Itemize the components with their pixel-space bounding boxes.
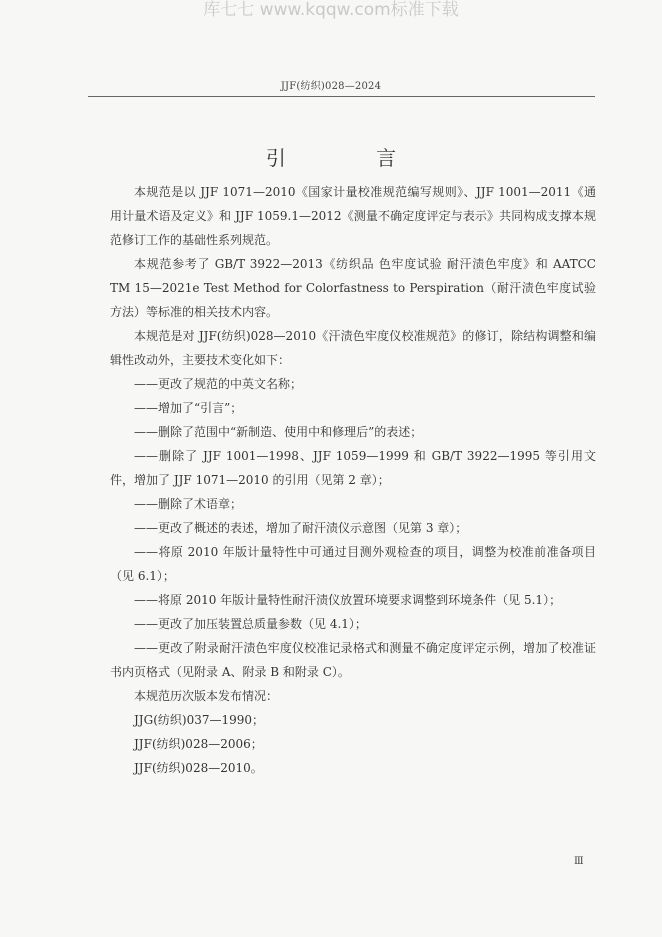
change-item: ——更改了规范的中英文名称； — [134, 377, 303, 391]
header-divider — [88, 96, 595, 97]
version-item: JJG(纺织)037—1990； — [134, 713, 265, 727]
page-title: 引 言 — [265, 146, 439, 170]
version-item: JJF(纺织)028—2010。 — [134, 761, 263, 775]
change-item: ——删除了 JJF 1001—1998、JJF 1059—1999 和 GB/T 3922—1995 等引用文件，增加了 JJF 1071—2010 的引用（见第 2 章）； — [110, 449, 596, 487]
change-item: ——删除了范围中“新制造、使用中和修理后”的表述； — [134, 425, 423, 439]
change-item: ——增加了“引言”； — [134, 401, 243, 415]
change-item: ——将原 2010 年版计量特性中可通过目测外观检查的项目，调整为校准前准备项目（见 6.1）； — [110, 545, 596, 583]
version-item: JJF(纺织)028—2006； — [134, 737, 263, 751]
watermark-text: 库七七 www.kqqw.com标准下载 — [203, 0, 459, 20]
change-item: ——更改了加压装置总质量参数（见 4.1）； — [134, 617, 367, 631]
paragraph: 本规范是以 JJF 1071—2010《国家计量校准规范编写规则》、JJF 1001—2011《通用计量术语及定义》和 JJF 1059.1—2012《测量不确定度评定与表示》共同构成支撑本规范修订工作的基础性系列规范。 — [110, 185, 596, 247]
change-item: ——将原 2010 年版计量特性耐汗渍仪放置环境要求调整到环境条件（见 5.1）； — [134, 593, 562, 607]
document-code-header: JJF(纺织)028—2024 — [280, 81, 382, 92]
paragraph: 本规范参考了 GB/T 3922—2013《纺织品 色牢度试验 耐汗渍色牢度》和 AATCC TM 15—2021e Test Method for Colorfastness to Perspiration（耐汗渍色牢度试验方法）等标准的相关技术内容。 — [110, 257, 596, 319]
change-item: ——更改了概述的表述，增加了耐汗渍仪示意图（见第 3 章）； — [134, 521, 468, 535]
body-text — [110, 180, 596, 780]
page-number: Ⅲ — [574, 856, 584, 867]
paragraph: 本规范是对 JJF(纺织)028—2010《汗渍色牢度仪校准规范》的修订，除结构调整和编辑性改动外，主要技术变化如下： — [110, 329, 596, 367]
paragraph: 本规范历次版本发布情况： — [134, 689, 279, 703]
change-item: ——更改了附录耐汗渍色牢度仪校准记录格式和测量不确定度评定示例，增加了校准证书内页格式（见附录 A、附录 B 和附录 C）。 — [110, 641, 596, 679]
change-item: ——删除了术语章； — [134, 497, 243, 511]
